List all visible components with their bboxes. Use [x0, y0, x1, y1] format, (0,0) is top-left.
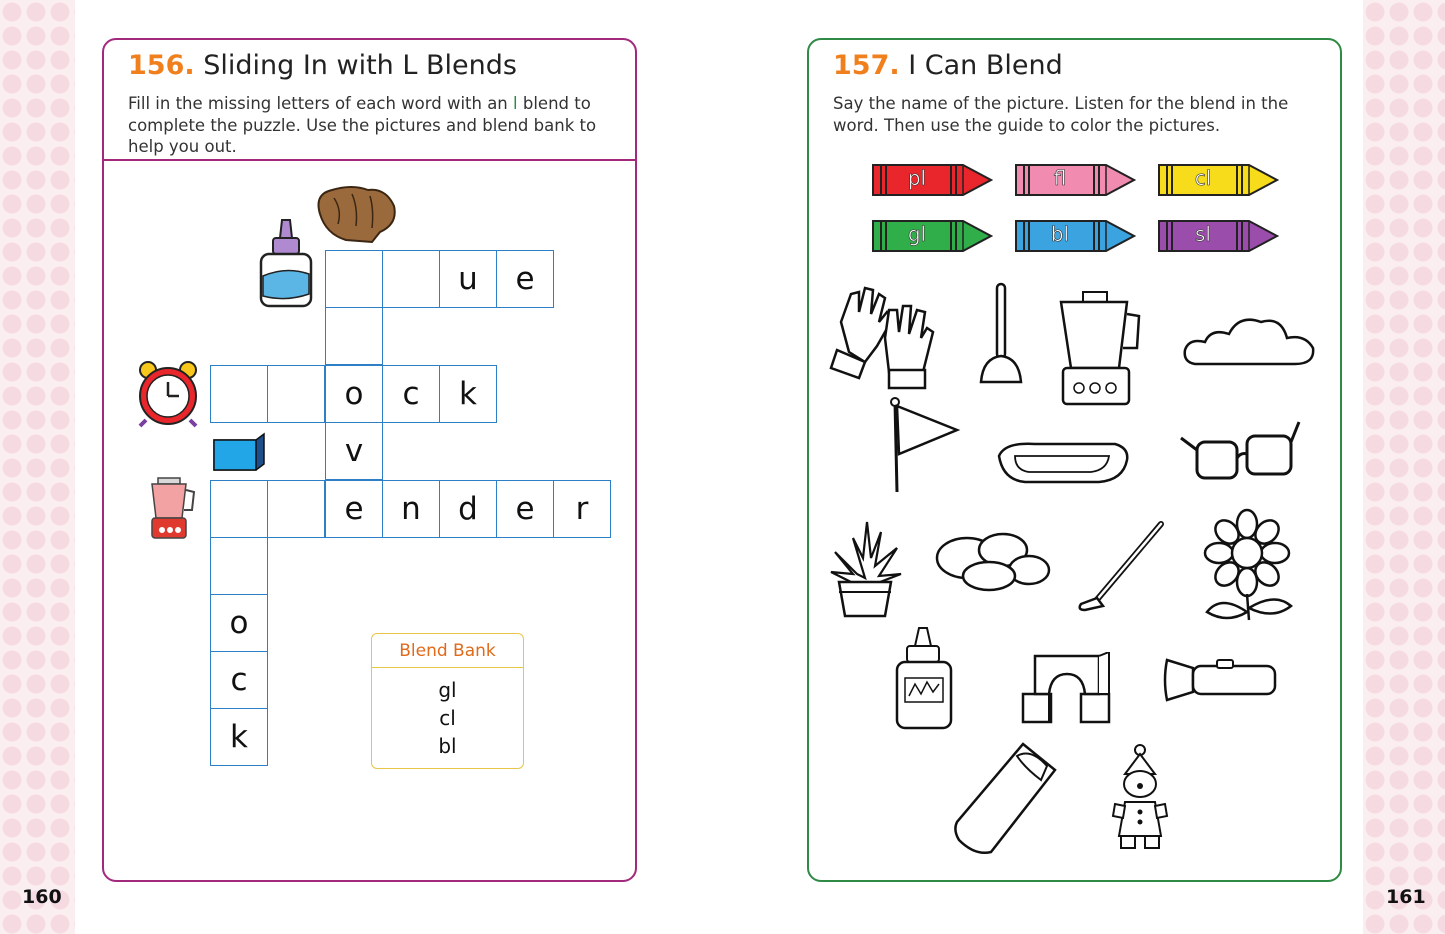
header-divider	[104, 159, 635, 161]
crayon-fl	[1014, 162, 1136, 198]
glue-icon[interactable]	[893, 626, 955, 732]
alarm-clock-icon	[134, 360, 202, 428]
crossword-cell[interactable]	[210, 365, 268, 423]
crossword-cell[interactable]	[267, 365, 325, 423]
crossword-cell: e	[496, 250, 554, 308]
activity-157-panel	[807, 38, 1342, 882]
crayon-label: cl	[1194, 166, 1212, 190]
activity-157-title	[833, 50, 1063, 81]
plunger-icon[interactable]	[977, 282, 1027, 388]
cloud-icon[interactable]	[1181, 308, 1317, 370]
crossword-cell: n	[382, 480, 440, 538]
activity-number: 157.	[833, 50, 900, 81]
crossword-cell: r	[553, 480, 611, 538]
crayon-pl	[871, 162, 993, 198]
sled-icon[interactable]	[995, 436, 1131, 488]
baseball-glove-icon	[312, 184, 398, 246]
crayon-cl	[1157, 162, 1279, 198]
crossword-cell: o	[325, 365, 383, 423]
blender-outline-icon[interactable]	[1055, 290, 1141, 408]
crossword-cell: v	[325, 422, 383, 480]
activity-title: Sliding In with L Blends	[203, 50, 517, 81]
crayon-bl	[1014, 218, 1136, 254]
instructions-text: Fill in the missing letters of each word with an	[128, 94, 514, 113]
activity-156-instructions	[128, 93, 598, 158]
left-margin-pattern	[0, 0, 75, 934]
activity-156-panel	[102, 38, 637, 882]
clay-icon[interactable]	[933, 530, 1053, 594]
crossword-cell: c	[382, 365, 440, 423]
crossword-cell: u	[439, 250, 497, 308]
activity-number: 156.	[128, 50, 195, 81]
crossword-cell: d	[439, 480, 497, 538]
activity-title: I Can Blend	[908, 50, 1063, 81]
flag-icon[interactable]	[887, 396, 961, 496]
crossword-cell[interactable]	[325, 307, 383, 365]
flower-icon[interactable]	[1197, 508, 1297, 624]
blocks-icon[interactable]	[1019, 652, 1115, 724]
crossword-cell: c	[210, 651, 268, 709]
crayon-label: sl	[1195, 222, 1211, 246]
blend-bank-item: gl	[438, 678, 457, 702]
right-margin-pattern	[1363, 0, 1445, 934]
crossword-cell: e	[496, 480, 554, 538]
crossword-cell[interactable]	[325, 250, 383, 308]
blend-bank-item: bl	[438, 734, 457, 758]
instructions-text-end: blend to complete the puzzle. Use the pictures and blend bank to help you out.	[128, 94, 597, 156]
crossword-cell: k	[210, 708, 268, 766]
instructions-highlight: l	[513, 94, 518, 113]
crossword-cell: k	[439, 365, 497, 423]
page-number-left: 160	[22, 886, 62, 908]
crayon-gl	[871, 218, 993, 254]
crossword-cell[interactable]	[267, 480, 325, 538]
crayon-sl	[1157, 218, 1279, 254]
gloves-icon[interactable]	[829, 282, 935, 390]
crayon-label: bl	[1050, 222, 1070, 246]
blend-bank	[371, 633, 524, 769]
crayon-label: fl	[1053, 166, 1067, 190]
blue-block-icon	[212, 432, 266, 472]
golf-club-icon[interactable]	[1075, 518, 1171, 616]
activity-157-instructions: Say the name of the picture. Listen for the blend in the word. Then use the guide to color the pictures.	[833, 94, 1289, 135]
blender-icon	[144, 476, 196, 542]
crossword-cell[interactable]	[210, 480, 268, 538]
crossword-cell: e	[325, 480, 383, 538]
crossword-cell: o	[210, 594, 268, 652]
crayon-label: pl	[907, 166, 927, 190]
flashlight-icon[interactable]	[1163, 654, 1279, 704]
plant-icon[interactable]	[827, 518, 903, 620]
sleeping-bag-icon[interactable]	[951, 740, 1059, 856]
glasses-icon[interactable]	[1177, 418, 1303, 484]
crossword-cell[interactable]	[210, 537, 268, 595]
page-number-right: 161	[1386, 886, 1426, 908]
crayon-label: gl	[907, 222, 927, 246]
clown-icon[interactable]	[1109, 744, 1171, 852]
blend-bank-title: Blend Bank	[372, 634, 523, 668]
glue-bottle-icon	[256, 218, 316, 310]
blend-bank-item: cl	[439, 706, 456, 730]
activity-156-title	[128, 50, 517, 81]
crossword-cell[interactable]	[382, 250, 440, 308]
